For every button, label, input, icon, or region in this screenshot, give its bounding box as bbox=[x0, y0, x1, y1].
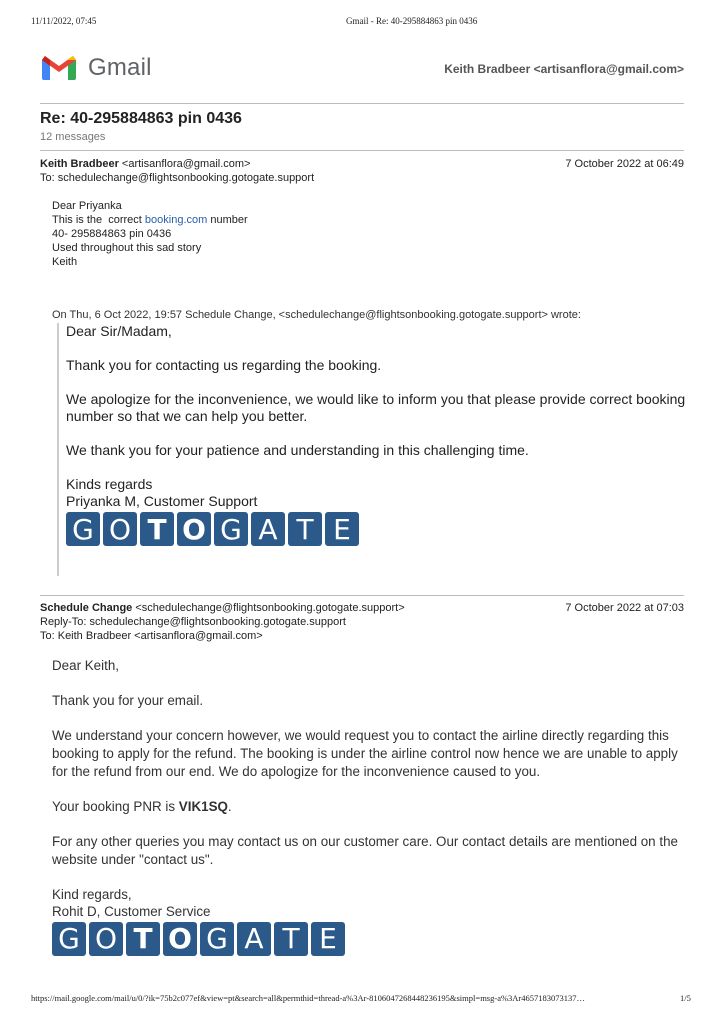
gotogate-logo bbox=[52, 922, 682, 956]
body-signature: Rohit D, Customer Service bbox=[52, 904, 211, 920]
message-header bbox=[40, 601, 684, 643]
print-datetime: 11/11/2022, 07:45 bbox=[31, 16, 97, 26]
body-line: Keith bbox=[52, 256, 78, 268]
quoted-message bbox=[57, 323, 686, 576]
logo-tile: T bbox=[126, 922, 160, 956]
quote-greeting: Dear Sir/Madam, bbox=[66, 323, 172, 339]
quote-signature: Priyanka M, Customer Support bbox=[66, 493, 258, 509]
pnr-code: VIK1SQ bbox=[178, 798, 228, 814]
body-greeting: Dear Keith, bbox=[52, 658, 119, 673]
logo-tile: T bbox=[288, 512, 322, 546]
logo-tile: O bbox=[163, 922, 197, 956]
logo-tile: E bbox=[325, 512, 359, 546]
logo-tile: G bbox=[66, 512, 100, 546]
thread-subject: Re: 40-295884863 pin 0436 bbox=[40, 110, 242, 127]
quote-attribution: On Thu, 6 Oct 2022, 19:57 Schedule Change, <schedulechange@flightsonbooking.gotogate.support> wrote: bbox=[52, 309, 581, 321]
booking-link[interactable]: booking.com bbox=[144, 214, 208, 226]
logo-tile: G bbox=[214, 512, 248, 546]
recipient: To: Keith Bradbeer <artisanflora@gmail.com> bbox=[40, 630, 263, 642]
logo-tile: T bbox=[274, 922, 308, 956]
sender-email[interactable]: <artisanflora@gmail.com> bbox=[121, 158, 251, 170]
print-page-title: Gmail - Re: 40-295884863 pin 0436 bbox=[346, 16, 478, 26]
body-paragraph: For any other queries you may contact us on our customer care. Our contact details are mentioned on the website under "contact us". bbox=[52, 833, 678, 867]
divider bbox=[40, 595, 684, 596]
logo-tile: A bbox=[237, 922, 271, 956]
body-line: 40- 295884863 pin 0436 bbox=[52, 228, 172, 240]
page-number: 1/5 bbox=[680, 993, 691, 1003]
sender-name: Schedule Change bbox=[40, 602, 133, 614]
body-line bbox=[52, 213, 248, 227]
logo-tile: T bbox=[140, 512, 174, 546]
text: number bbox=[207, 214, 248, 226]
divider bbox=[40, 150, 684, 151]
logo-tile: G bbox=[52, 922, 86, 956]
message-count: 12 messages bbox=[40, 131, 106, 143]
sender-email[interactable]: <schedulechange@flightsonbooking.gotogate.support> bbox=[135, 602, 405, 614]
gmail-wordmark: Gmail bbox=[88, 54, 152, 81]
quote-paragraph: We apologize for the inconvenience, we would like to inform you that please provide correct booking number so that we can help you better. bbox=[66, 391, 686, 424]
page-url: https://mail.google.com/mail/u/0/?ik=75b2c077ef&view=pt&search=all&permthid=thread-a%3Ar-8106047268448236195&simpl=msg-a%3Ar4657183073137… bbox=[31, 993, 586, 1003]
body-paragraph: We understand your concern however, we would request you to contact the airline directly regarding this booking to apply for the refund. The booking is under the airline control now hence we are unable to apply for the refund from our end. We do apologize for the inconvenience caused to you. bbox=[52, 728, 678, 779]
text: Your booking PNR is bbox=[52, 798, 179, 814]
body-paragraph: Thank you for your email. bbox=[52, 693, 204, 709]
body-line: Dear Priyanka bbox=[52, 200, 122, 212]
divider bbox=[40, 103, 684, 104]
logo-tile: O bbox=[89, 922, 123, 956]
pnr-paragraph bbox=[52, 798, 682, 816]
quote-paragraph: Thank you for contacting us regarding the booking. bbox=[66, 357, 382, 373]
message-header bbox=[40, 157, 684, 185]
logo-tile: G bbox=[200, 922, 234, 956]
gmail-m-icon bbox=[40, 54, 78, 82]
text: This is the correct bbox=[52, 214, 145, 226]
account-label: Keith Bradbeer <artisanflora@gmail.com> bbox=[444, 62, 684, 76]
message-date: 7 October 2022 at 06:49 bbox=[565, 158, 684, 170]
message-date: 7 October 2022 at 07:03 bbox=[565, 602, 684, 614]
logo-tile: O bbox=[177, 512, 211, 546]
message-body bbox=[52, 657, 682, 956]
logo-tile: E bbox=[311, 922, 345, 956]
quote-signoff: Kinds regards bbox=[66, 476, 153, 492]
gmail-logo bbox=[40, 54, 152, 82]
body-line: Used throughout this sad story bbox=[52, 242, 202, 254]
body-signoff: Kind regards, bbox=[52, 886, 132, 902]
quote-paragraph: We thank you for your patience and understanding in this challenging time. bbox=[66, 442, 529, 458]
logo-tile: O bbox=[103, 512, 137, 546]
recipient: To: schedulechange@flightsonbooking.gotogate.support bbox=[40, 172, 315, 184]
sender-name: Keith Bradbeer bbox=[40, 158, 119, 170]
message-body bbox=[52, 199, 248, 269]
reply-to: Reply-To: schedulechange@flightsonbooking.gotogate.support bbox=[40, 616, 346, 628]
text: . bbox=[227, 798, 232, 814]
logo-tile: A bbox=[251, 512, 285, 546]
gotogate-logo bbox=[66, 512, 686, 546]
